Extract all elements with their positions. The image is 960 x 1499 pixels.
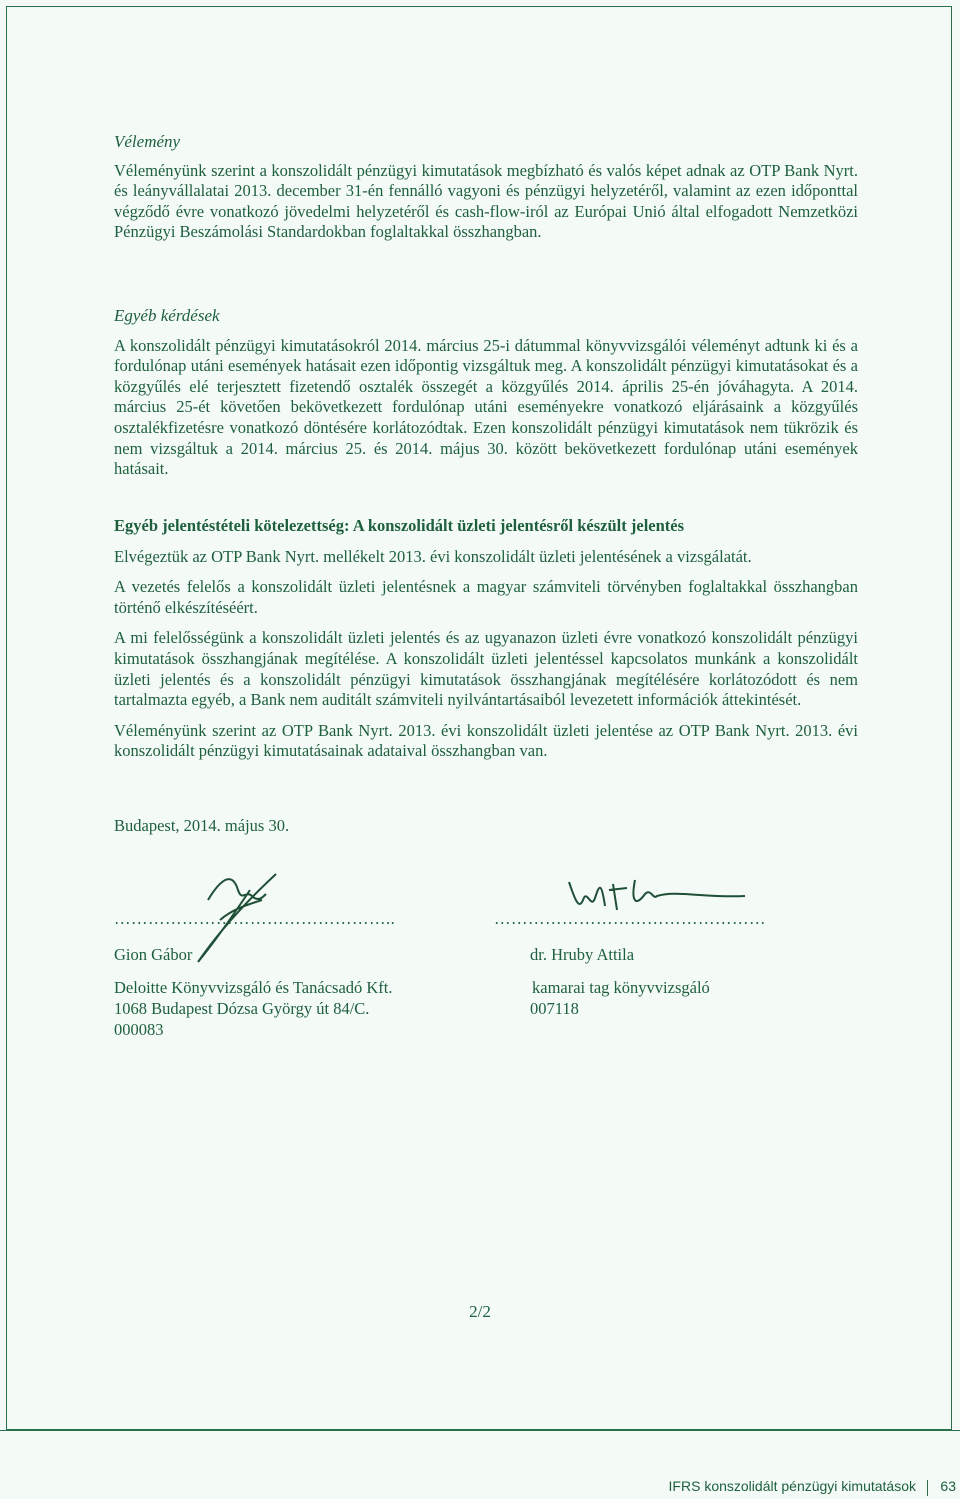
reporting-section [114,516,858,762]
signatory-left-company: Deloitte Könyvvizsgáló és Tanácsadó Kft. [114,978,393,997]
signatory-right [494,908,766,1019]
reporting-paragraph-4: Véleményünk szerint az OTP Bank Nyrt. 2013. évi konszolidált üzleti jelentése az OTP Bank Nyrt. 2013. évi konszolidált pénzügyi kimutatásainak adataival összhangban van. [114,720,858,761]
signatory-right-number: 007118 [530,999,579,1018]
opinion-section [114,132,858,243]
signatory-left-number: 000083 [114,1020,164,1039]
signature-line-right: ………………………………………… [494,909,766,928]
other-matters-heading: Egyéb kérdések [114,306,220,325]
opinion-text: Véleményünk szerint a konszolidált pénzügyi kimutatások megbízható és valós képet adnak az OTP Bank Nyrt. és leányvállalatai 2013. december 31-én fennálló vagyoni és pénzügyi helyzetéről, valamint az ezen időponttal végződő évre vonatkozó jövedelmi helyzetéről és cash-flow-iról az Európai Unió által elfogadott Nemzetközi Pénzügyi Beszámolási Standardokban foglaltakkal összhangban. [114,160,858,242]
reporting-paragraph-2: A vezetés felelős a konszolidált üzleti jelentésnek a magyar számviteli törvényben foglaltakkal összhangban történő elkészítéséért. [114,577,858,617]
footer [0,1430,960,1499]
signatory-left-address: 1068 Budapest Dózsa György út 84/C. [114,999,370,1018]
place-date: Budapest, 2014. május 30. [114,816,290,835]
signatory-left [114,908,395,1040]
signatory-right-title: kamarai tag könyvvizsgáló [532,978,710,997]
page-marker: 2/2 [469,1302,491,1321]
signature-line-left: ………………………………………….. [114,909,396,928]
footer-page-number: 63 [940,1478,956,1494]
signatory-left-name: Gion Gábor [114,945,193,964]
signatory-right-name: dr. Hruby Attila [530,945,635,964]
reporting-paragraph-1: Elvégeztük az OTP Bank Nyrt. mellékelt 2013. évi konszolidált üzleti jelentésének a vizsgálatát. [114,546,752,566]
reporting-heading: Egyéb jelentéstételi kötelezettség: A konszolidált üzleti jelentésről készült jelentés [114,516,685,535]
other-matters-section [114,306,858,480]
footer-separator [927,1480,928,1496]
opinion-heading: Vélemény [114,132,181,151]
reporting-paragraph-3: A mi felelősségünk a konszolidált üzleti jelentés és az ugyanazon üzleti évre vonatkozó konszolidált pénzügyi kimutatások összhangjának megítélése. A konszolidált üzleti jelentéssel kapcsolatos munkánk a konszolidált üzleti jelentés és a konszolidált pénzügyi kimutatások összhangjának megítélésére korlátozódott és nem tartalmazta egyéb, a Bank nem auditált számviteli nyilvántartásaiból levezetett információk áttekintését. [114,628,858,710]
footer-label: IFRS konszolidált pénzügyi kimutatások [668,1478,916,1494]
other-matters-text: A konszolidált pénzügyi kimutatásokról 2014. március 25-i dátummal könyvvizsgálói véleményt adtunk ki és a fordulónap utáni események hatásait ezen időpontig vizsgáltuk meg. A konszolidált pénzügyi kimutatásokat és a közgyűlés elé terjesztett fizetendő osztalék összegét a közgyűlés 2014. április 25-én jóváhagyta. A 2014. március 25-ét követően bekövetkezett fordulónap utáni eseményekre vonatkozó eljárásaink a közgyűlés osztalékfizetésre vonatkozó döntésére korlátozódtak. Ezen konszolidált pénzügyi kimutatások nem tükrözik és nem vizsgáltuk a 2014. március 25. és 2014. május 30. között bekövetkezett fordulónap utáni események hatásait. [114,335,858,479]
